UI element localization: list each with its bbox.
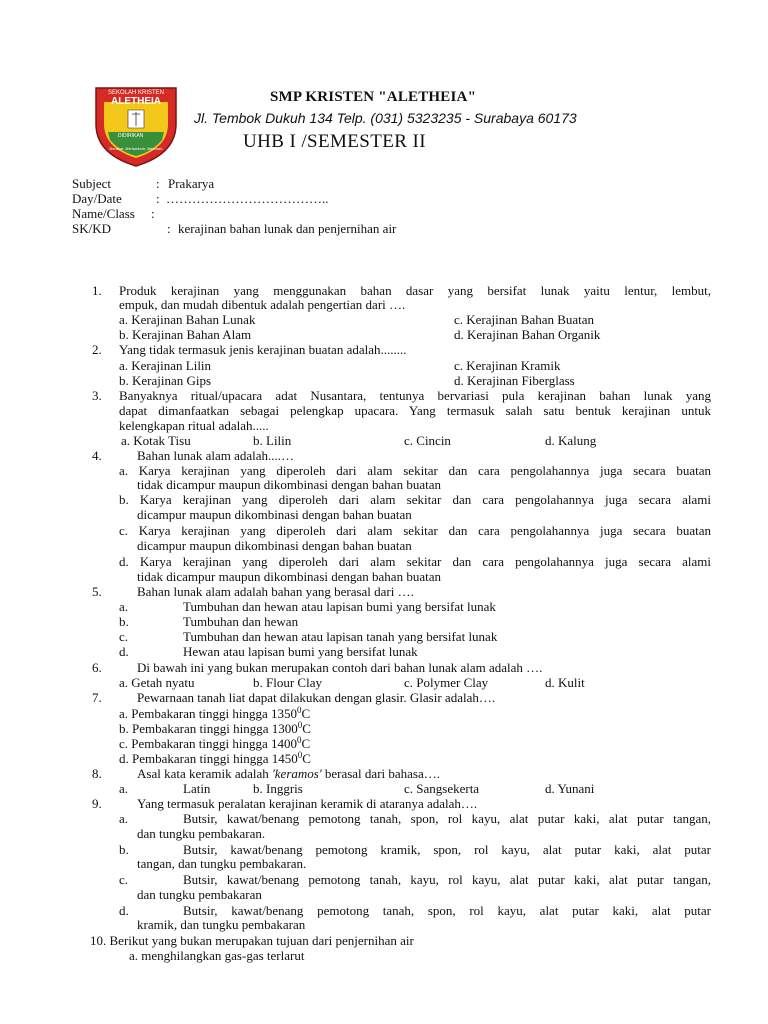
- option-c[interactable]: c. Karya kerajinan yang diperoleh dari alam sekitar dan cara pengolahannya juga secara buatan: [119, 523, 711, 538]
- degree-mark: 0: [297, 750, 303, 760]
- question-text-part: Asal kata keramik adalah: [137, 766, 272, 781]
- info-value: Prakarya: [168, 176, 215, 191]
- option-letter: c.: [119, 872, 129, 887]
- question-text: Pewarnaan tanah liat dapat dilakukan dengan glasir. Glasir adalah….: [137, 690, 496, 705]
- info-sep: :: [167, 221, 171, 236]
- info-label: Subject: [72, 176, 111, 191]
- question-text: Yang termasuk peralatan kerajinan keramik di ataranya adalah….: [137, 796, 478, 811]
- option-c[interactable]: c. Polymer Clay: [404, 675, 489, 690]
- option-letter: a.: [119, 781, 129, 796]
- question-text: kelengkapan ritual adalah.....: [119, 418, 269, 433]
- option-b[interactable]: b. Flour Clay: [253, 675, 322, 690]
- option-b[interactable]: [119, 721, 311, 736]
- option-d-cont: kramik, dan tungku pembakaran: [137, 917, 306, 932]
- logo-name: ALETHEIA: [111, 96, 161, 107]
- option-a[interactable]: a. Karya kerajinan yang diperoleh dari alam sekitar dan cara pengolahannya juga secara buatan: [119, 463, 711, 478]
- option-c-text: c. Pembakaran tinggi hingga 1400: [119, 736, 297, 751]
- option-b[interactable]: Butsir, kawat/benang pemotong kramik, spon, rol kayu, alat putar kaki, alat putar: [183, 842, 711, 857]
- option-letter: b.: [119, 842, 129, 857]
- logo-top-text: SEKOLAH KRISTEN: [107, 90, 164, 96]
- question-text: [137, 766, 440, 781]
- school-name: SMP KRISTEN "ALETHEIA": [270, 89, 477, 105]
- option-c[interactable]: c. Kerajinan Kramik: [454, 358, 561, 373]
- question-text: Bahan lunak alam adalah bahan yang berasal dari ….: [137, 584, 414, 599]
- option-c[interactable]: c. Kerajinan Bahan Buatan: [454, 312, 595, 327]
- exam-title: UHB I /SEMESTER II: [243, 131, 426, 152]
- option-d[interactable]: d. Kerajinan Bahan Organik: [454, 327, 601, 342]
- option-b[interactable]: b. Inggris: [253, 781, 303, 796]
- option-a[interactable]: a. Getah nyatu: [119, 675, 195, 690]
- question-text: 10. Berikut yang bukan merupakan tujuan dari penjernihan air: [90, 933, 414, 948]
- option-d[interactable]: d. Kulit: [545, 675, 585, 690]
- option-d[interactable]: d. Kalung: [545, 433, 597, 448]
- name-class-field[interactable]: [160, 206, 360, 221]
- option-b-text: b. Pembakaran tinggi hingga 1300: [119, 721, 298, 736]
- option-b[interactable]: b. Lilin: [253, 433, 292, 448]
- unit: C: [302, 721, 311, 736]
- question-number: 2.: [92, 342, 102, 357]
- option-a-text: a. Pembakaran tinggi hingga 1350: [119, 706, 297, 721]
- option-c-cont: dan tungku pembakaran: [137, 887, 262, 902]
- question-text: empuk, dan mudah dibentuk adalah pengertian dari ….: [119, 297, 406, 312]
- option-c[interactable]: c. Sangsekerta: [404, 781, 480, 796]
- option-d[interactable]: d. Kerajinan Fiberglass: [454, 373, 575, 388]
- question-text-part: berasal dari bahasa….: [321, 766, 440, 781]
- option-a[interactable]: Latin: [183, 781, 211, 796]
- info-label: SK/KD: [72, 221, 112, 236]
- option-letter: b.: [119, 614, 129, 629]
- info-value: kerajinan bahan lunak dan penjernihan air: [178, 221, 397, 236]
- info-sep: :: [151, 206, 155, 221]
- logo-motto: Berakar, Bertumbuh, Berbuah: [109, 146, 163, 151]
- question-text: Banyaknya ritual/upacara adat Nusantara, tentunya bervariasi pula kerajinan bahan lunak yang: [119, 388, 711, 403]
- option-letter: c.: [119, 629, 129, 644]
- option-d[interactable]: Butsir, kawat/benang pemotong tanah, spon, rol kayu, alat putar kaki, alat putar: [183, 903, 711, 918]
- logo-est: DIDIRIKAN: [118, 133, 144, 139]
- question-number: 7.: [92, 690, 102, 705]
- keyword: 'keramos': [272, 766, 322, 781]
- option-letter: d.: [119, 903, 129, 918]
- info-sep: :: [156, 176, 160, 191]
- option-d[interactable]: d. Yunani: [545, 781, 595, 796]
- option-letter: d.: [119, 644, 129, 659]
- question-text: dapat dimanfaatkan sebagai pelengkap upacara. Yang termasuk salah satu bentuk kerajinan untuk: [119, 403, 711, 418]
- option-c[interactable]: Tumbuhan dan hewan atau lapisan tanah yang bersifat lunak: [183, 629, 498, 644]
- option-d[interactable]: d. Karya kerajinan yang diperoleh dari alam sekitar dan cara pengolahannya juga secara alami: [119, 554, 711, 569]
- option-a[interactable]: a. Kotak Tisu: [121, 433, 191, 448]
- question-number: 4.: [92, 448, 102, 463]
- option-d-text: d. Pembakaran tinggi hingga 1450: [119, 751, 298, 766]
- option-d-cont: tidak dicampur maupun dikombinasi dengan bahan buatan: [137, 569, 441, 584]
- question-text: Yang tidak termasuk jenis kerajinan buatan adalah........: [119, 342, 407, 357]
- info-label: Name/Class: [72, 206, 135, 221]
- option-d[interactable]: [119, 751, 311, 766]
- option-a[interactable]: Tumbuhan dan hewan atau lapisan bumi yang bersifat lunak: [183, 599, 496, 614]
- option-a[interactable]: a. Kerajinan Bahan Lunak: [119, 312, 256, 327]
- degree-mark: 0: [297, 720, 303, 730]
- option-c[interactable]: Butsir, kawat/benang pemotong tanah, kayu, rol kayu, alat putar kaki, alat putar tangan,: [183, 872, 711, 887]
- option-b-cont: tangan, dan tungku pembakaran.: [137, 856, 307, 871]
- unit: C: [302, 751, 311, 766]
- question-number: 1.: [92, 283, 102, 298]
- unit: C: [301, 736, 311, 751]
- option-a[interactable]: a. Kerajinan Lilin: [119, 358, 212, 373]
- question-number: 6.: [92, 660, 102, 675]
- degree-mark: 0: [297, 735, 302, 745]
- option-d[interactable]: Hewan atau lapisan bumi yang bersifat lunak: [183, 644, 418, 659]
- degree-mark: 0: [297, 705, 302, 715]
- question-number: 3.: [92, 388, 102, 403]
- option-c[interactable]: [119, 736, 310, 751]
- question-number: 9.: [92, 796, 102, 811]
- option-b[interactable]: b. Kerajinan Gips: [119, 373, 212, 388]
- option-c[interactable]: c. Cincin: [404, 433, 451, 448]
- info-label: Day/Date: [72, 191, 122, 206]
- option-a[interactable]: [119, 706, 310, 721]
- option-b[interactable]: Tumbuhan dan hewan: [183, 614, 299, 629]
- option-b[interactable]: b. Karya kerajinan yang diperoleh dari alam sekitar dan cara pengolahannya juga secara alami: [119, 492, 711, 507]
- option-a-cont: tidak dicampur maupun dikombinasi dengan bahan buatan: [137, 477, 441, 492]
- option-a[interactable]: Butsir, kawat/benang pemotong tanah, spon, rol kayu, alat putar kaki, alat putar tangan,: [183, 811, 711, 826]
- school-logo: [92, 84, 180, 168]
- option-letter: a.: [119, 811, 129, 826]
- school-address: Jl. Tembok Dukuh 134 Telp. (031) 5323235 - Surabaya 60173: [194, 110, 577, 126]
- option-letter: a.: [119, 599, 129, 614]
- option-c-cont: dicampur maupun dikombinasi dengan bahan buatan: [137, 538, 412, 553]
- option-a[interactable]: a. menghilangkan gas-gas terlarut: [129, 948, 305, 963]
- question-number: 5.: [92, 584, 102, 599]
- question-text: Di bawah ini yang bukan merupakan contoh dari bahan lunak alam adalah ….: [137, 660, 543, 675]
- unit: C: [301, 706, 311, 721]
- option-a-cont: dan tungku pembakaran.: [137, 826, 266, 841]
- option-b-cont: dicampur maupun dikombinasi dengan bahan buatan: [137, 507, 412, 522]
- question-number: 8.: [92, 766, 102, 781]
- option-b[interactable]: b. Kerajinan Bahan Alam: [119, 327, 252, 342]
- question-text: Bahan lunak alam adalah....…: [137, 448, 295, 463]
- info-sep: :: [156, 191, 160, 206]
- date-field[interactable]: ………………………………..: [166, 191, 329, 206]
- question-text: Produk kerajinan yang menggunakan bahan dasar yang bersifat lunak yaitu lentur, lembut,: [119, 283, 711, 298]
